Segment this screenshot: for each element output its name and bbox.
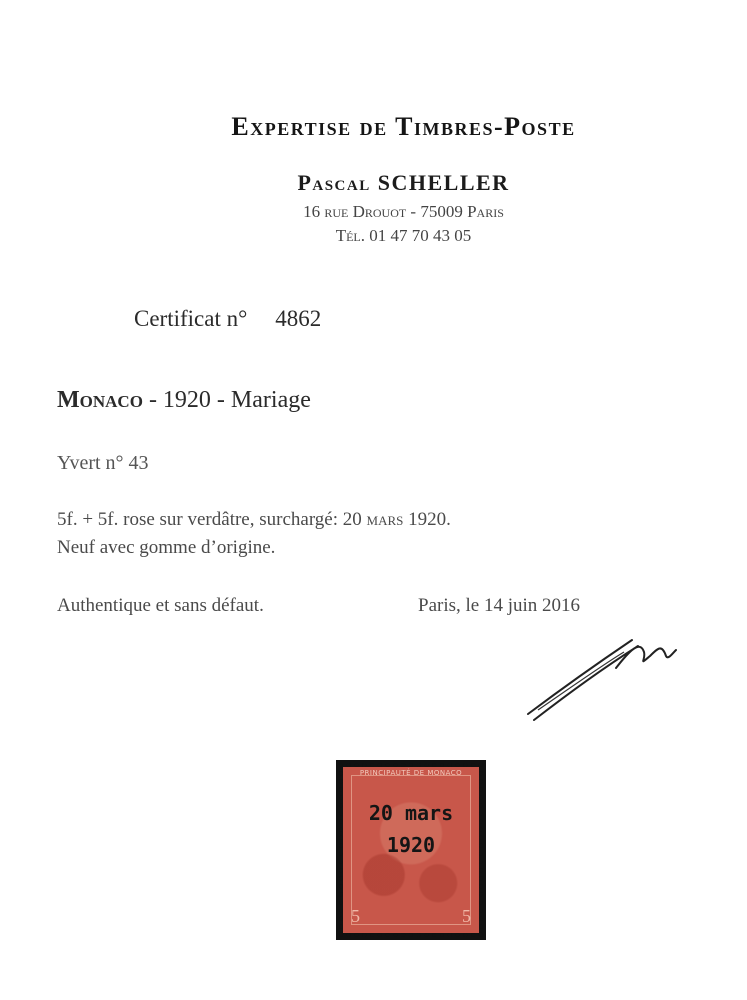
stamp-overprint-date: 20 mars: [368, 801, 454, 825]
description-text-a: 5f. + 5f. rose sur verdâtre, surchargé: 20: [57, 509, 367, 530]
description-text-month: mars: [366, 509, 404, 530]
expert-address: 16 rue Drouot - 75009 Paris: [303, 202, 504, 221]
place-and-date: Paris, le 14 juin 2016: [418, 595, 581, 616]
stamp-caption: PRINCIPAUTÉ DE MONACO: [359, 769, 463, 777]
signature-icon: [520, 630, 690, 730]
stamp-value-left: 5: [351, 906, 360, 926]
expert-phone: Tél. 01 47 70 43 05: [335, 226, 472, 245]
stamp-overprint-year: 1920: [386, 833, 436, 857]
catalogue-number: Yvert n° 43: [57, 452, 149, 474]
stamp-title-rest: - 1920 - Mariage: [142, 387, 311, 413]
certificate-number: 4862: [275, 306, 322, 331]
certificate-line: [134, 306, 321, 332]
expert-name: [0, 170, 747, 196]
stamp-value-right: 5: [462, 906, 471, 926]
stamp-description-line-2: Neuf avec gomme d’origine.: [57, 537, 276, 558]
expert-verdict: Authentique et sans défaut.: [57, 595, 264, 616]
stamp: [343, 767, 479, 933]
stamp-title: [57, 387, 311, 414]
stamp-country: Monaco: [57, 387, 143, 413]
stamp-photo: [336, 760, 486, 940]
page-title: Expertise de Timbres-Poste: [231, 112, 576, 141]
stamp-description-line-1: [57, 509, 451, 531]
certificate-label: Certificat n°: [134, 306, 248, 331]
description-text-b: 1920.: [403, 509, 451, 530]
expert-last-name: SCHELLER: [377, 170, 510, 195]
expert-first-name: Pascal: [297, 170, 371, 195]
